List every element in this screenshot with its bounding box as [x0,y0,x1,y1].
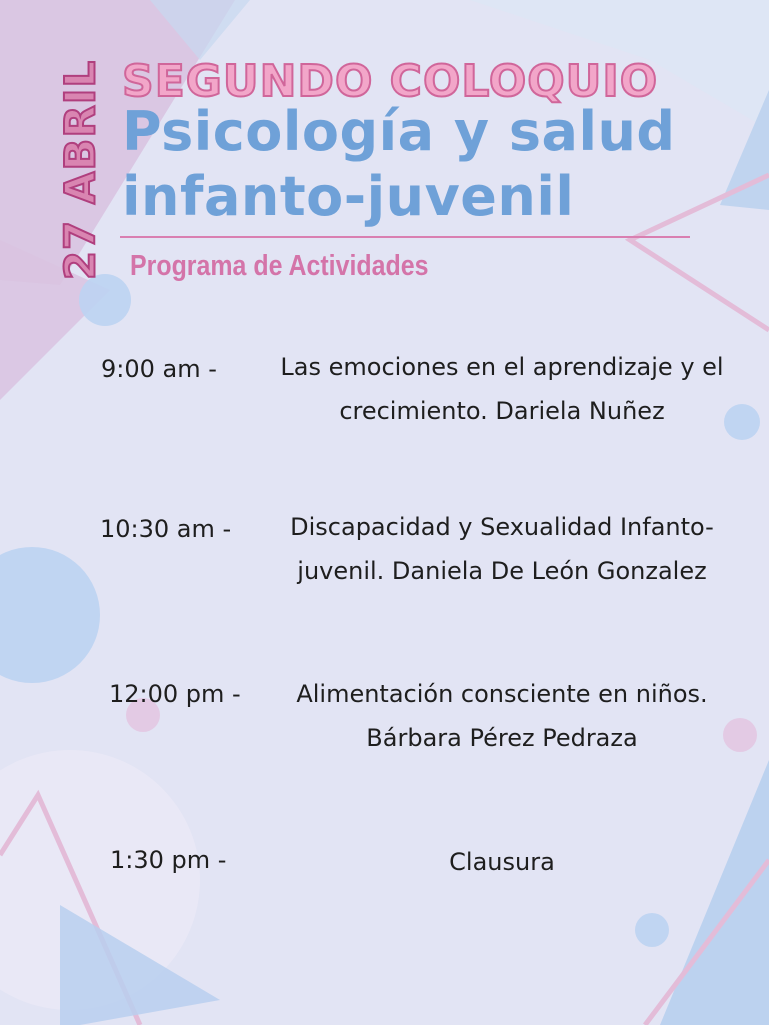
schedule-description: Discapacidad y Sexualidad Infanto- juvenil. Daniela De León Gonzalez [290,513,714,585]
schedule-description: Alimentación consciente en niños. Bárbara Pérez Pedraza [296,680,708,752]
schedule-time: 12:00 pm - [109,680,241,708]
title-divider [120,236,690,238]
event-name: SEGUNDO COLOQUIO [122,56,659,107]
title-line-1: Psicología y salud [122,100,676,163]
title-line-2: infanto-juvenil [122,165,575,228]
schedule-description: Las emociones en el aprendizaje y el crecimiento. Dariela Nuñez [280,353,724,425]
schedule-time: 1:30 pm - [110,846,227,874]
event-date: 27 ABRIL [55,59,105,281]
schedule-time: 9:00 am - [101,355,217,383]
schedule-description: Clausura [449,848,555,876]
program-label: Programa de Actividades [130,250,429,282]
schedule-time: 10:30 am - [100,515,232,543]
